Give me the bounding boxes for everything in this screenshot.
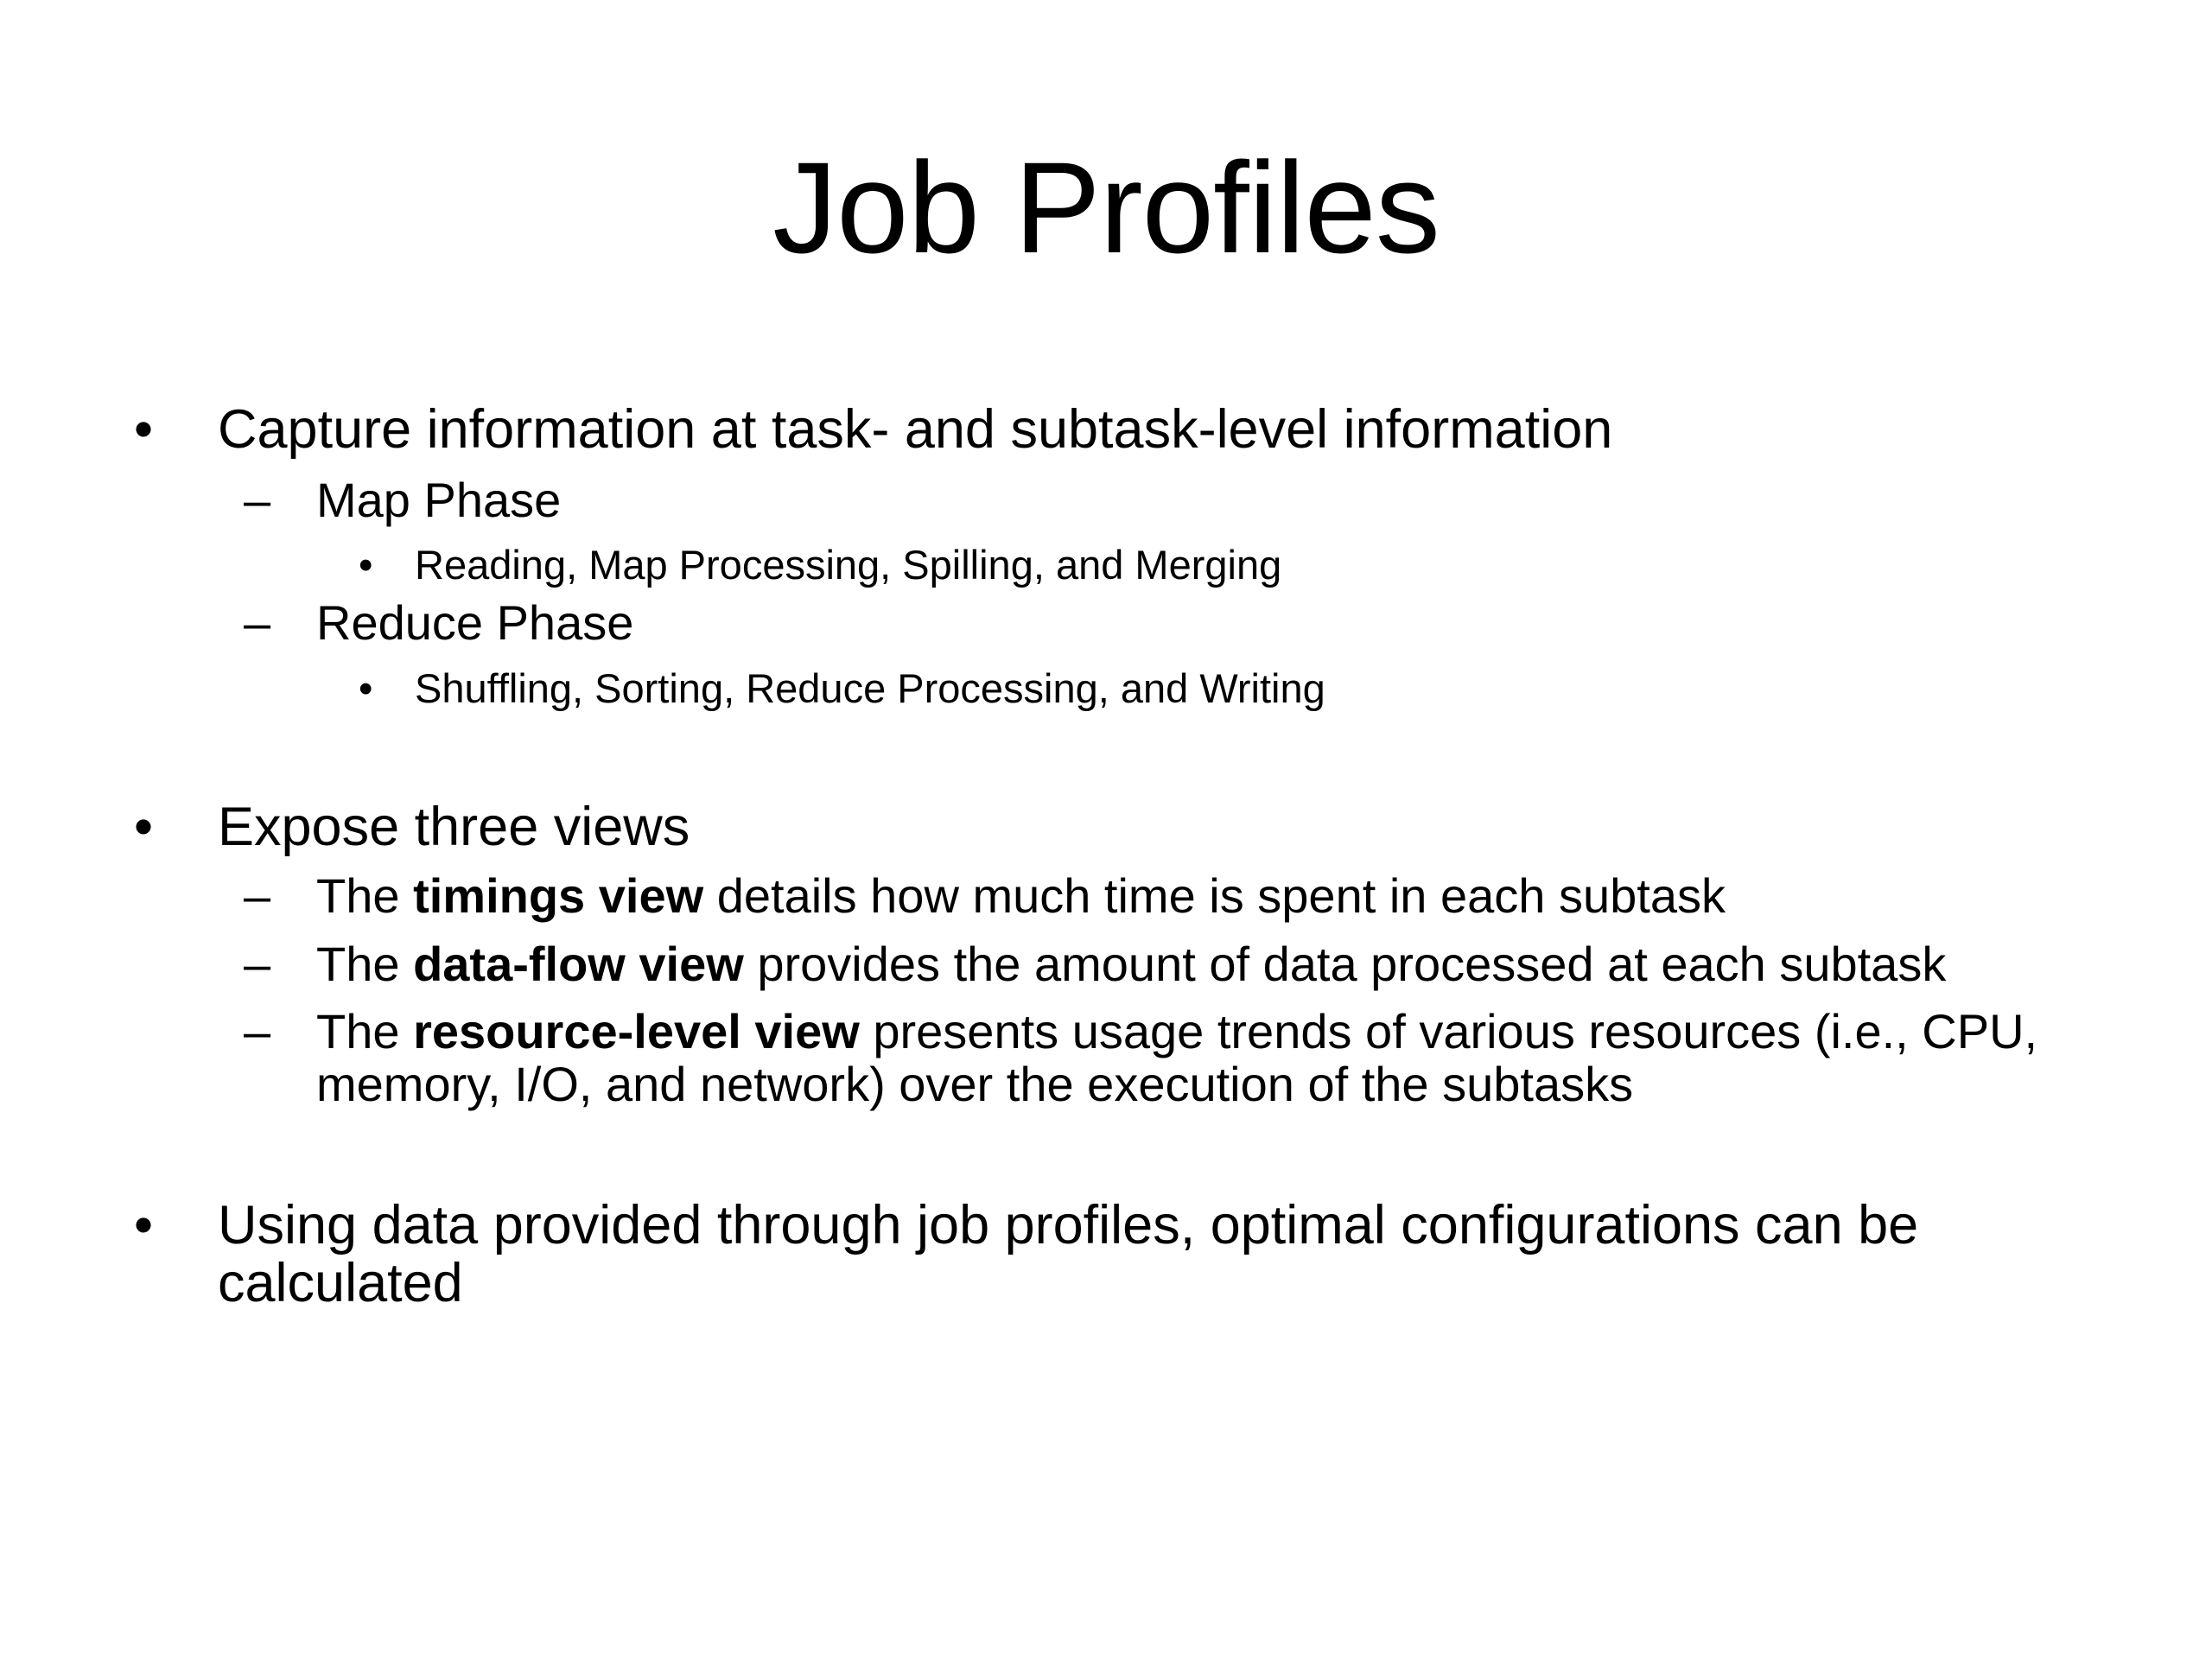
- bullet-icon: •: [134, 399, 154, 460]
- sub-bullet-resource-level-view: [316, 1005, 2037, 1058]
- sub-bullet-data-flow-view: [316, 938, 1946, 991]
- data-flow-view-desc: provides the amount of data processed at each subtask: [743, 937, 1947, 991]
- bullet-icon: •: [134, 797, 154, 857]
- resource-level-view-desc: presents usage trends of various resources (i.e., CPU,: [859, 1004, 2038, 1058]
- bullet-expose-three-views: Expose three views: [218, 797, 690, 857]
- dash-icon: –: [244, 868, 271, 923]
- sub-bullet-resource-level-view-cont: memory, I/O, and network) over the execution of the subtasks: [316, 1057, 1634, 1111]
- timings-view-term: timings view: [413, 868, 704, 923]
- prefix-text: The: [316, 1004, 414, 1058]
- prefix-text: The: [316, 868, 414, 923]
- bullet-icon: •: [359, 542, 373, 588]
- bullet-icon: •: [359, 665, 373, 711]
- data-flow-view-term: data-flow view: [413, 937, 744, 991]
- sub-sub-bullet-reduce-steps: Shuffling, Sorting, Reduce Processing, and Writing: [415, 665, 1325, 711]
- sub-bullet-timings-view: [316, 869, 1726, 923]
- slide-title: Job Profiles: [772, 135, 1440, 280]
- bullet-using-data-line2: calculated: [218, 1253, 463, 1313]
- timings-view-desc: details how much time is spent in each subtask: [703, 868, 1726, 923]
- prefix-text: The: [316, 937, 414, 991]
- bullet-capture-information: Capture information at task- and subtask-level information: [218, 399, 1613, 460]
- dash-icon: –: [244, 473, 271, 527]
- dash-icon: –: [244, 595, 271, 650]
- bullet-using-data-line1: Using data provided through job profiles, optimal configurations can be: [218, 1195, 1919, 1255]
- sub-bullet-reduce-phase: Reduce Phase: [316, 595, 634, 650]
- dash-icon: –: [244, 937, 271, 991]
- bullet-icon: •: [134, 1195, 154, 1255]
- dash-icon: –: [244, 1004, 271, 1058]
- resource-level-view-term: resource-level view: [413, 1004, 860, 1058]
- sub-bullet-map-phase: Map Phase: [316, 473, 562, 527]
- sub-sub-bullet-map-steps: Reading, Map Processing, Spilling, and Merging: [415, 542, 1282, 588]
